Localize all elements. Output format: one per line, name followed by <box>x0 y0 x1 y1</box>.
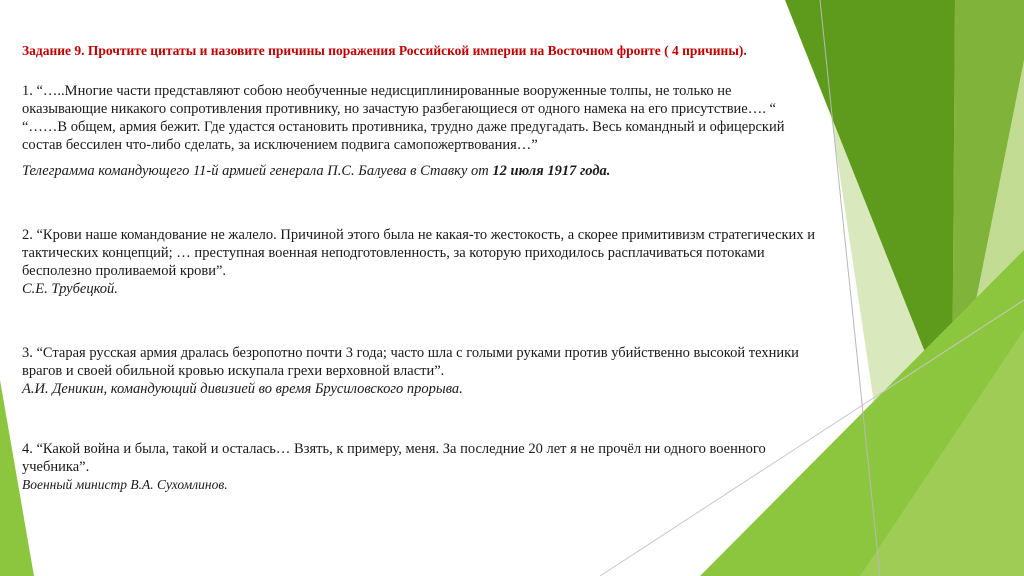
quote-2-line: бесполезно проливаемой крови”. <box>22 263 227 279</box>
quote-2-source: С.Е. Трубецкой. <box>22 281 118 297</box>
quote-3-line: 3. “Старая русская армия дралась безропотно почти 3 года; часто шла с голыми руками против убийственно высокой техники <box>22 345 799 361</box>
quote-1-line: 1. “…..Многие части представляют собою необученные недисциплинированные вооруженные толпы, не только не <box>22 83 732 99</box>
quote-4-line: учебника”. <box>22 459 90 475</box>
quote-2-line: тактических концепций; … преступная военная неподготовленность, за которую приходилось расплачиваться потоками <box>22 245 765 261</box>
quote-1-source <box>22 162 962 180</box>
quote-1-line: оказывающие никакого сопротивления противнику, но зачастую разбегающиеся от одного намека на его присутствие…. “ <box>22 101 776 117</box>
quote-4-line: 4. “Какой война и была, такой и осталась… Взять, к примеру, меня. За последние 20 лет я не прочёл ни одного военного <box>22 441 766 457</box>
quote-4 <box>22 440 962 494</box>
quote-1 <box>22 82 962 180</box>
quote-3 <box>22 344 962 398</box>
quote-1-source-date: 12 июля 1917 года. <box>492 163 611 179</box>
quote-2-line: 2. “Крови наше командование не жалело. Причиной этого была не какая-то жестокость, а скорее примитивизм стратегических и <box>22 227 815 243</box>
quote-2 <box>22 226 962 298</box>
quote-1-line: состав бессилен что-либо сделать, за исключением подвига самопожертвования…” <box>22 137 538 153</box>
quote-1-line: “……В общем, армия бежит. Где удастся остановить противника, трудно даже предугадать. Весь командный и офицерский <box>22 119 785 135</box>
quote-1-source-text: Телеграмма командующего 11-й армией генерала П.С. Балуева в Ставку от <box>22 163 493 179</box>
quote-3-line: врагов и своей обильной кровью искупала грехи верховной власти”. <box>22 363 445 379</box>
quote-4-source: Военный министр В.А. Сухомлинов. <box>22 477 228 492</box>
task-heading: Задание 9. Прочтите цитаты и назовите причины поражения Российской империи на Восточном фронте ( 4 причины). <box>22 43 747 58</box>
quote-3-source: А.И. Деникин, командующий дивизией во время Брусиловского прорыва. <box>22 381 463 397</box>
